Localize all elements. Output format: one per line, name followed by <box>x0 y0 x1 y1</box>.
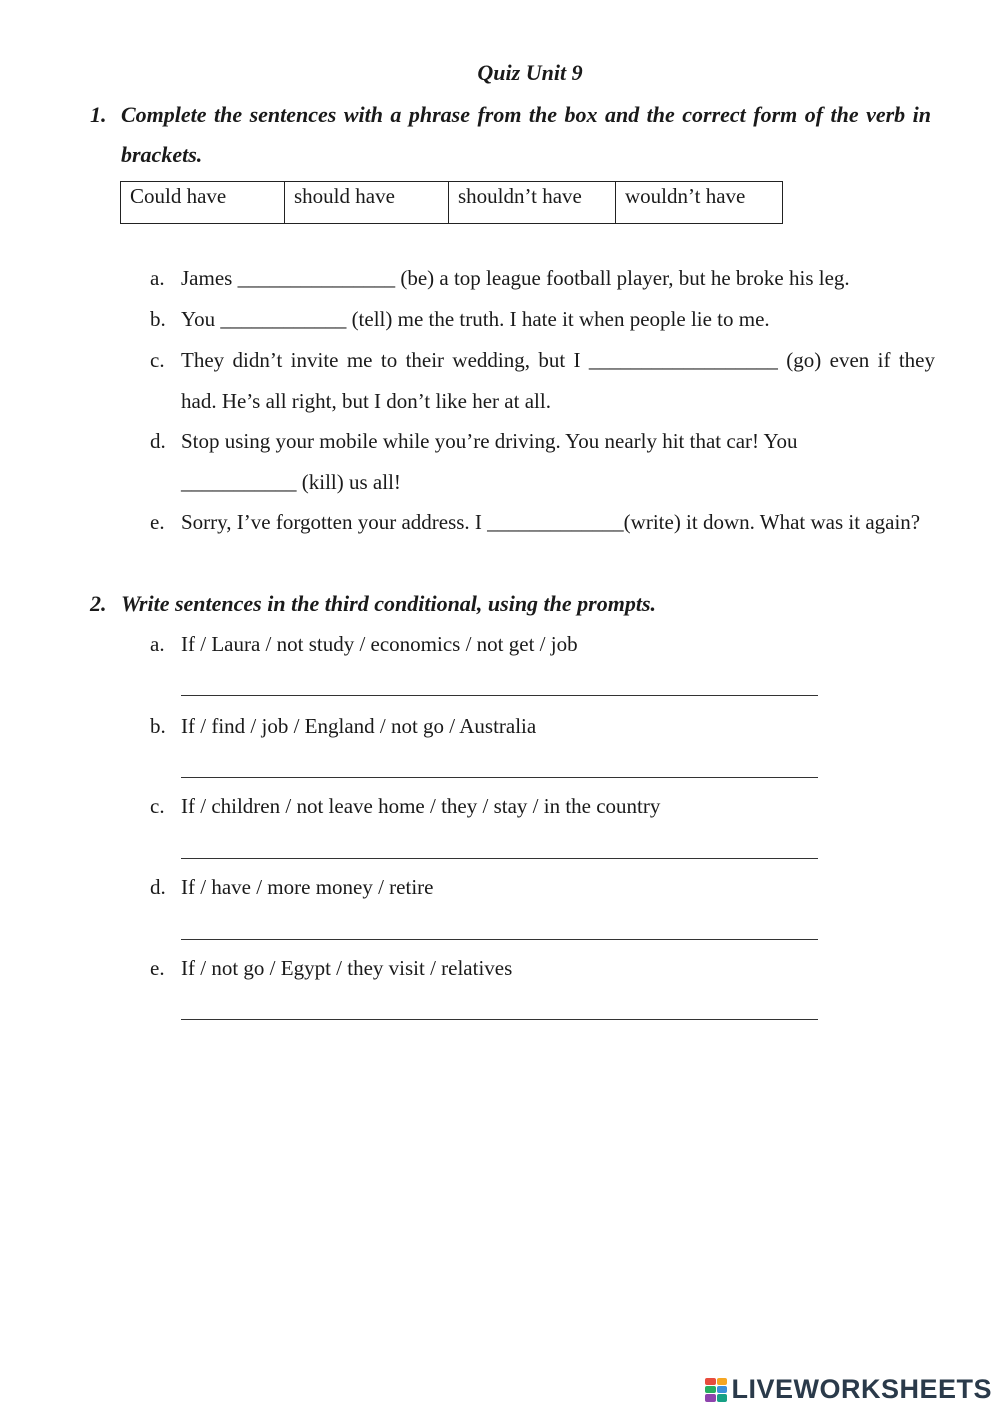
item-text: If / not go / Egypt / they visit / relatives <box>181 956 513 980</box>
word-box-item: wouldn’t have <box>625 184 746 208</box>
word-box-item: shouldn’t have <box>449 182 616 223</box>
logo-block <box>717 1386 728 1393</box>
item-text: James _______________ (be) a top league football player, but he broke his leg. <box>181 266 850 290</box>
section-1-item-a <box>0 258 1000 299</box>
item-letter: d. <box>150 429 166 453</box>
quiz-title: Quiz Unit 9 <box>477 60 583 85</box>
item-letter: e. <box>150 956 165 980</box>
section-2-item-b <box>0 706 1000 747</box>
logo-block <box>717 1394 728 1401</box>
section-2-instruction: Write sentences in the third conditional, using the prompts. <box>121 591 657 616</box>
section-1-item-c <box>0 340 1000 422</box>
word-box-item: should have <box>285 182 449 223</box>
item-text: Stop using your mobile while you’re driving. You nearly hit that car! You ___________ (kill) us all! <box>181 429 798 494</box>
section-2-item-e <box>0 948 1000 989</box>
liveworksheets-logo-icon <box>705 1378 727 1402</box>
section-2-item-a <box>0 624 1000 665</box>
section-1-item-b <box>0 299 1000 340</box>
item-letter: c. <box>150 794 165 818</box>
section-2-number: 2. <box>90 591 107 616</box>
section-2-item-c <box>0 786 1000 827</box>
section-2-heading <box>0 584 1000 624</box>
logo-block <box>705 1378 716 1385</box>
item-letter: e. <box>150 510 165 534</box>
item-letter: b. <box>150 307 166 331</box>
section-2-item-d <box>0 867 1000 908</box>
item-text: If / Laura / not study / economics / not get / job <box>181 632 578 656</box>
answer-line-a[interactable] <box>181 695 818 696</box>
item-text: If / children / not leave home / they / stay / in the country <box>181 794 661 818</box>
section-1-number: 1. <box>90 102 107 127</box>
liveworksheets-logo <box>705 1374 992 1405</box>
answer-line-d[interactable] <box>181 939 818 940</box>
item-letter: d. <box>150 875 166 899</box>
liveworksheets-brand: LIVEWORKSHEETS <box>731 1374 992 1404</box>
item-text: They didn’t invite me to their wedding, but I __________________ (go) even if they had. He’s all right, but I don’t like her at all. <box>181 348 935 413</box>
word-box <box>120 181 783 224</box>
item-letter: a. <box>150 266 165 290</box>
answer-line-e[interactable] <box>181 1019 818 1020</box>
item-text: If / have / more money / retire <box>181 875 434 899</box>
answer-line-b[interactable] <box>181 777 818 778</box>
item-text: You ____________ (tell) me the truth. I hate it when people lie to me. <box>181 307 770 331</box>
logo-block <box>717 1378 728 1385</box>
item-letter: c. <box>150 348 165 372</box>
logo-block <box>705 1394 716 1401</box>
section-1-heading <box>0 95 1000 175</box>
item-text: If / find / job / England / not go / Australia <box>181 714 537 738</box>
item-letter: a. <box>150 632 165 656</box>
item-letter: b. <box>150 714 166 738</box>
section-1-item-d <box>0 421 1000 503</box>
answer-line-c[interactable] <box>181 858 818 859</box>
word-box-item: Could have <box>121 182 285 223</box>
section-1-instruction: Complete the sentences with a phrase from the box and the correct form of the verb in brackets. <box>121 102 931 167</box>
section-1-item-e <box>0 502 1000 584</box>
logo-block <box>705 1386 716 1393</box>
item-text: Sorry, I’ve forgotten your address. I _____________(write) it down. What was it again? <box>181 510 921 534</box>
